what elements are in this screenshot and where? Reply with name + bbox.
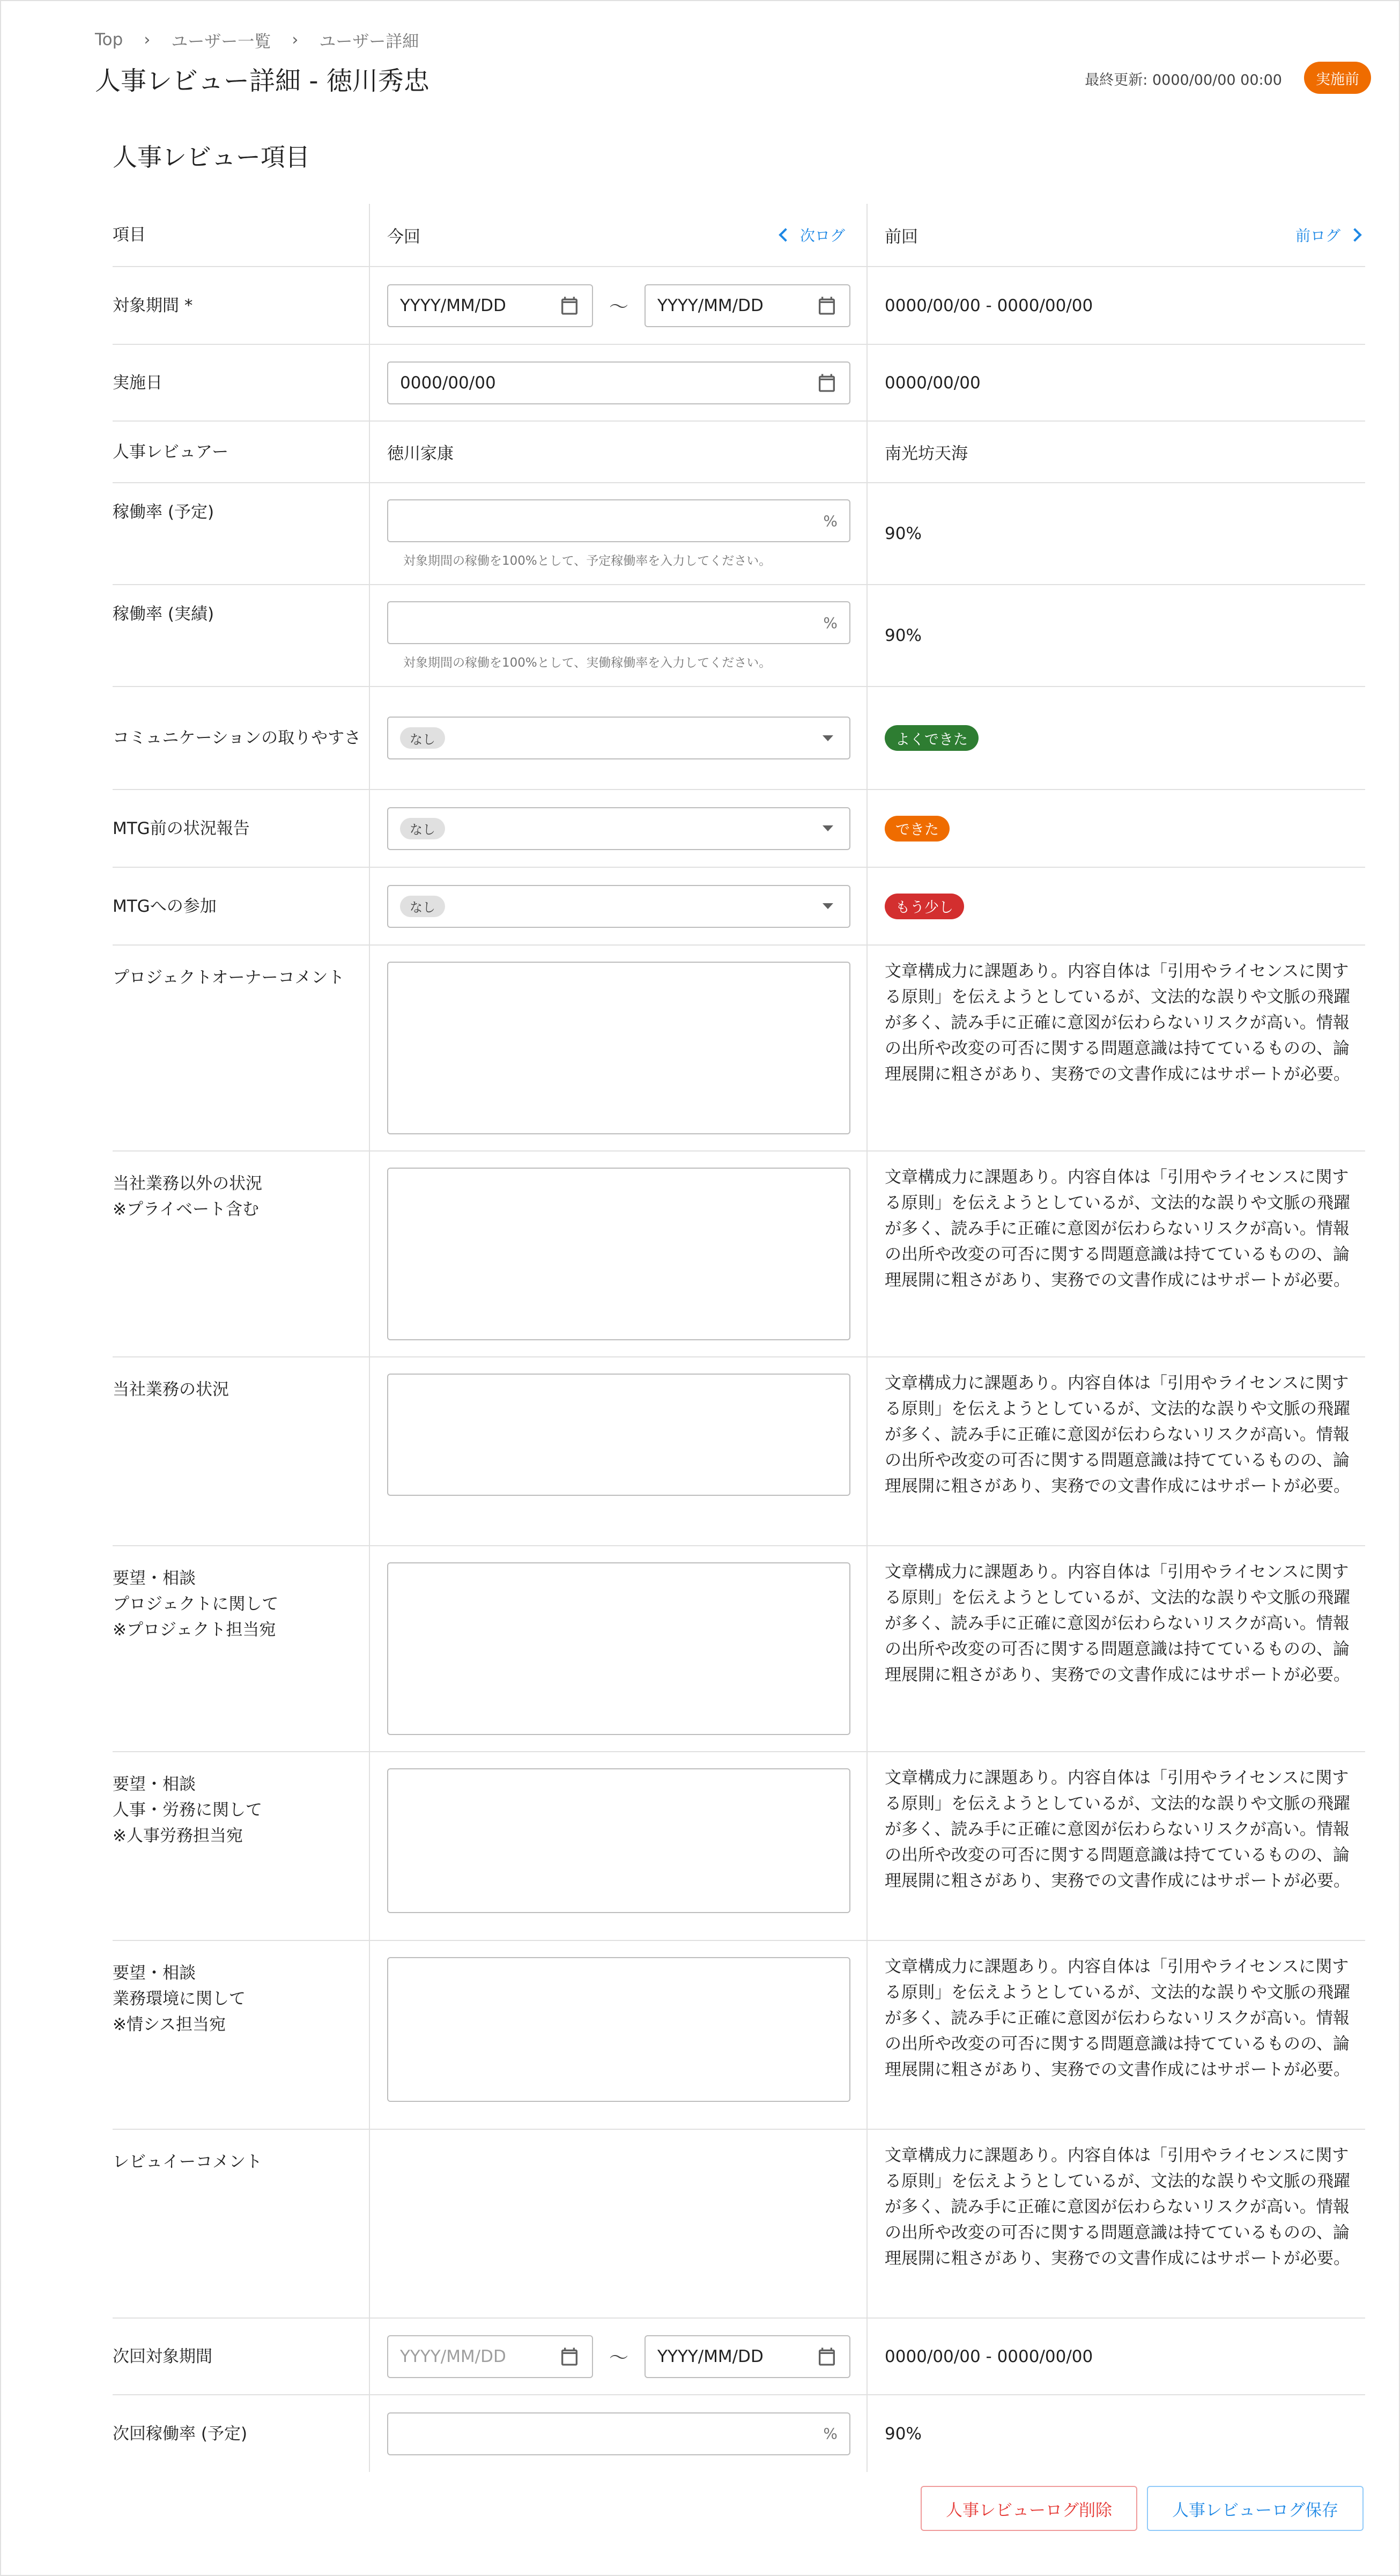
- row-label: コミュニケーションの取りやすさ: [113, 687, 370, 789]
- date-input[interactable]: [387, 361, 850, 404]
- last-updated: 最終更新: 0000/00/00 00:00: [1085, 72, 1282, 88]
- owner-comment-prev: 文章構成力に課題あり。内容自体は「引用やライセンスに関する原則」を伝えようとしているが、文法的な誤りや文脈の飛躍が多く、読み手に正確に意図が伝わらないリスクが高い。情報の出所や改変の可否に関する問題意識は持てているものの、論理展開に粗さがあり、実務での文書作成にはサポートが必要。: [885, 962, 1350, 1084]
- table-header-row: [113, 204, 1365, 267]
- util-actual-prev: 90%: [885, 626, 922, 645]
- period-cell: [370, 267, 868, 344]
- selected-chip: なし: [400, 818, 445, 839]
- req-env-cell: [370, 1941, 868, 2129]
- status-report-cell: [370, 790, 868, 867]
- breadcrumb: [95, 29, 419, 50]
- chevron-right-icon: ›: [144, 30, 151, 49]
- calendar-icon[interactable]: [816, 2345, 838, 2368]
- reviewer-value: 徳川家康: [370, 422, 868, 482]
- row-period: [113, 267, 1365, 345]
- action-bar: [921, 2486, 1364, 2531]
- column-header-previous: [868, 204, 1365, 266]
- dropdown-caret-icon: [823, 735, 833, 741]
- row-outside: [113, 1152, 1365, 1357]
- owner-comment-cell: [370, 946, 868, 1150]
- chevron-right-icon: ›: [292, 30, 299, 49]
- row-util-actual: [113, 585, 1365, 687]
- percent-unit: %: [823, 614, 838, 632]
- row-req-env: [113, 1941, 1365, 2130]
- row-communication: [113, 687, 1365, 790]
- reviewee-cell: [370, 2130, 868, 2317]
- dropdown-caret-icon: [823, 903, 833, 909]
- review-table: [113, 204, 1365, 2472]
- company-prev: 文章構成力に課題あり。内容自体は「引用やライセンスに関する原則」を伝えようとしているが、文法的な誤りや文脈の飛躍が多く、読み手に正確に意図が伝わらないリスクが高い。情報の出所や改変の可否に関する問題意識は持てているものの、論理展開に粗さがあり、実務での文書作成にはサポートが必要。: [885, 1374, 1350, 1496]
- row-label: MTG前の状況報告: [113, 790, 370, 867]
- selected-chip: なし: [400, 727, 445, 749]
- util-actual-help: 対象期間の稼働を100%として、実働稼働率を入力してください。: [403, 656, 772, 670]
- row-label-line: ※情シス担当宛: [113, 2015, 226, 2034]
- row-reviewer: [113, 422, 1365, 483]
- row-label-line: ※プロジェクト担当宛: [113, 1620, 276, 1640]
- communication-cell: [370, 687, 868, 789]
- row-label: MTGへの参加: [113, 868, 370, 944]
- row-date: [113, 345, 1365, 422]
- section-title: 人事レビュー項目: [113, 143, 310, 172]
- owner-comment-textarea[interactable]: [387, 962, 850, 1134]
- date-prev: 0000/00/00: [885, 373, 981, 393]
- next-log-link[interactable]: [781, 224, 845, 246]
- next-util-cell: [370, 2395, 868, 2472]
- range-separator: 〜: [609, 296, 628, 318]
- next-period-prev: 0000/00/00 - 0000/00/00: [885, 2346, 1093, 2366]
- chevron-left-icon: [779, 228, 792, 241]
- req-hr-prev-cell: [868, 1752, 1365, 1940]
- column-header-current: [370, 204, 868, 266]
- next-period-from-input[interactable]: [387, 2335, 593, 2378]
- next-period-to-value: YYYY/MM/DD: [657, 2346, 764, 2366]
- status-report-select[interactable]: [387, 807, 850, 850]
- communication-prev-badge: よくできた: [885, 725, 979, 751]
- row-label: 稼働率 (実績): [113, 585, 370, 686]
- outside-prev-cell: [868, 1152, 1365, 1356]
- status-report-prev-cell: [868, 790, 1365, 867]
- calendar-icon[interactable]: [559, 294, 580, 317]
- prev-log-label: 前ログ: [1295, 227, 1340, 245]
- row-util-plan: [113, 483, 1365, 585]
- column-header-current-label: 今回: [387, 227, 420, 247]
- util-plan-input[interactable]: [387, 499, 850, 542]
- next-period-to-input[interactable]: [645, 2335, 850, 2378]
- req-env-prev-cell: [868, 1941, 1365, 2129]
- row-label: [113, 1152, 370, 1356]
- range-separator: 〜: [609, 2347, 628, 2369]
- req-project-prev-cell: [868, 1546, 1365, 1751]
- period-to-input[interactable]: [645, 284, 850, 327]
- row-req-project: [113, 1546, 1365, 1752]
- row-owner-comment: [113, 946, 1365, 1152]
- row-label-line: 要望・相談: [113, 1775, 196, 1794]
- date-cell: [370, 345, 868, 420]
- util-plan-cell: [370, 483, 868, 584]
- next-util-input[interactable]: [387, 2412, 850, 2455]
- period-from-value: YYYY/MM/DD: [400, 296, 506, 315]
- req-hr-prev: 文章構成力に課題あり。内容自体は「引用やライセンスに関する原則」を伝えようとしているが、文法的な誤りや文脈の飛躍が多く、読み手に正確に意図が伝わらないリスクが高い。情報の出所や改変の可否に関する問題意識は持てているものの、論理展開に粗さがあり、実務での文書作成にはサポートが必要。: [885, 1768, 1350, 1891]
- req-env-prev: 文章構成力に課題あり。内容自体は「引用やライセンスに関する原則」を伝えようとしているが、文法的な誤りや文脈の飛躍が多く、読み手に正確に意図が伝わらないリスクが高い。情報の出所や改変の可否に関する問題意識は持てているものの、論理展開に粗さがあり、実務での文書作成にはサポートが必要。: [885, 1957, 1350, 2079]
- row-label: 次回対象期間: [113, 2319, 370, 2394]
- row-label: 人事レビュアー: [113, 422, 370, 482]
- company-prev-cell: [868, 1357, 1365, 1545]
- req-hr-textarea[interactable]: [387, 1768, 850, 1913]
- prev-log-link[interactable]: [1295, 224, 1360, 246]
- breadcrumb-user-list[interactable]: ユーザー一覧: [171, 32, 271, 51]
- req-project-prev: 文章構成力に課題あり。内容自体は「引用やライセンスに関する原則」を伝えようとしているが、文法的な誤りや文脈の飛躍が多く、読み手に正確に意図が伝わらないリスクが高い。情報の出所や改変の可否に関する問題意識は持てているものの、論理展開に粗さがあり、実務での文書作成にはサポートが必要。: [885, 1562, 1350, 1685]
- row-next-period: [113, 2319, 1365, 2395]
- row-label: 実施日: [113, 345, 370, 420]
- mtg-cell: [370, 868, 868, 944]
- row-label: 次回稼働率 (予定): [113, 2395, 370, 2472]
- row-label: 対象期間 *: [113, 267, 370, 344]
- row-label-line: 業務環境に関して: [113, 1989, 246, 2009]
- row-label: [113, 1357, 370, 1545]
- dropdown-caret-icon: [823, 825, 833, 831]
- row-label-line: 要望・相談: [113, 1569, 196, 1588]
- req-project-cell: [370, 1546, 868, 1751]
- row-req-hr: [113, 1752, 1365, 1941]
- column-header-previous-label: 前回: [885, 227, 918, 247]
- calendar-icon[interactable]: [816, 372, 838, 394]
- calendar-icon[interactable]: [816, 294, 838, 317]
- req-project-textarea[interactable]: [387, 1562, 850, 1735]
- util-plan-help: 対象期間の稼働を100%として、予定稼働率を入力してください。: [403, 554, 772, 568]
- reviewee-prev-cell: [868, 2130, 1365, 2317]
- row-label-line: ※人事労務担当宛: [113, 1826, 243, 1846]
- mtg-prev-cell: [868, 868, 1365, 944]
- outside-cell: [370, 1152, 868, 1356]
- row-label-line: 当社業務以外の状況: [113, 1174, 262, 1193]
- next-period-from-placeholder: YYYY/MM/DD: [400, 2346, 506, 2366]
- row-label: [113, 1546, 370, 1751]
- row-label-line: 当社業務の状況: [113, 1380, 229, 1399]
- row-next-util: [113, 2395, 1365, 2472]
- status-badge: 実施前: [1304, 62, 1371, 94]
- percent-unit: %: [823, 2425, 838, 2442]
- row-label-line: 要望・相談: [113, 1964, 196, 1983]
- status-report-prev-badge: できた: [885, 816, 950, 842]
- period-prev: 0000/00/00 - 0000/00/00: [885, 296, 1093, 315]
- row-label: 稼働率 (予定): [113, 483, 370, 584]
- period-from-input[interactable]: [387, 284, 593, 327]
- row-label-line: プロジェクトに関して: [113, 1595, 279, 1614]
- communication-select[interactable]: [387, 717, 850, 759]
- mtg-prev-badge: もう少し: [885, 894, 964, 919]
- date-value: 0000/00/00: [400, 373, 496, 393]
- owner-comment-prev-cell: [868, 946, 1365, 1150]
- row-reviewee: [113, 2130, 1365, 2319]
- req-env-textarea[interactable]: [387, 1957, 850, 2102]
- reviewee-prev: 文章構成力に課題あり。内容自体は「引用やライセンスに関する原則」を伝えようとしているが、文法的な誤りや文脈の飛躍が多く、読み手に正確に意図が伝わらないリスクが高い。情報の出所や改変の可否に関する問題意識は持てているものの、論理展開に粗さがあり、実務での文書作成にはサポートが必要。: [885, 2146, 1350, 2268]
- column-header-item: 項目: [113, 204, 370, 266]
- row-label: [113, 1941, 370, 2129]
- next-util-prev: 90%: [885, 2424, 922, 2444]
- chevron-right-icon: [1348, 228, 1361, 241]
- page-title: 人事レビュー詳細 - 徳川秀忠: [95, 66, 429, 96]
- breadcrumb-user-detail: ユーザー詳細: [319, 32, 419, 51]
- calendar-icon[interactable]: [559, 2345, 580, 2368]
- period-to-value: YYYY/MM/DD: [657, 296, 764, 315]
- req-hr-cell: [370, 1752, 868, 1940]
- company-cell: [370, 1357, 868, 1545]
- row-label-line: 人事・労務に関して: [113, 1800, 262, 1820]
- mtg-select[interactable]: [387, 885, 850, 928]
- row-label: [113, 2130, 370, 2317]
- row-company: [113, 1357, 1365, 1546]
- communication-prev-cell: [868, 687, 1365, 789]
- row-mtg: [113, 868, 1365, 946]
- util-actual-input[interactable]: [387, 601, 850, 644]
- util-plan-prev: 90%: [885, 524, 922, 543]
- row-label-line: レビュイーコメント: [113, 2152, 262, 2172]
- reviewer-prev: 南光坊天海: [885, 444, 968, 463]
- outside-textarea[interactable]: [387, 1168, 850, 1340]
- row-label: [113, 946, 370, 1150]
- row-status-report: [113, 790, 1365, 868]
- outside-prev: 文章構成力に課題あり。内容自体は「引用やライセンスに関する原則」を伝えようとしているが、文法的な誤りや文脈の飛躍が多く、読み手に正確に意図が伝わらないリスクが高い。情報の出所や改変の可否に関する問題意識は持てているものの、論理展開に粗さがあり、実務での文書作成にはサポートが必要。: [885, 1168, 1350, 1290]
- util-actual-cell: [370, 585, 868, 686]
- breadcrumb-top[interactable]: Top: [95, 30, 123, 49]
- company-textarea[interactable]: [387, 1374, 850, 1496]
- row-label-line: ※プライベート含む: [113, 1200, 260, 1219]
- selected-chip: なし: [400, 896, 445, 917]
- row-label: [113, 1752, 370, 1940]
- next-period-cell: [370, 2319, 868, 2394]
- delete-log-button[interactable]: 人事レビューログ削除: [921, 2486, 1137, 2531]
- row-label-text: プロジェクトオーナーコメント: [113, 968, 345, 987]
- next-log-label: 次ログ: [799, 227, 845, 245]
- save-log-button[interactable]: 人事レビューログ保存: [1147, 2486, 1364, 2531]
- percent-unit: %: [823, 512, 838, 530]
